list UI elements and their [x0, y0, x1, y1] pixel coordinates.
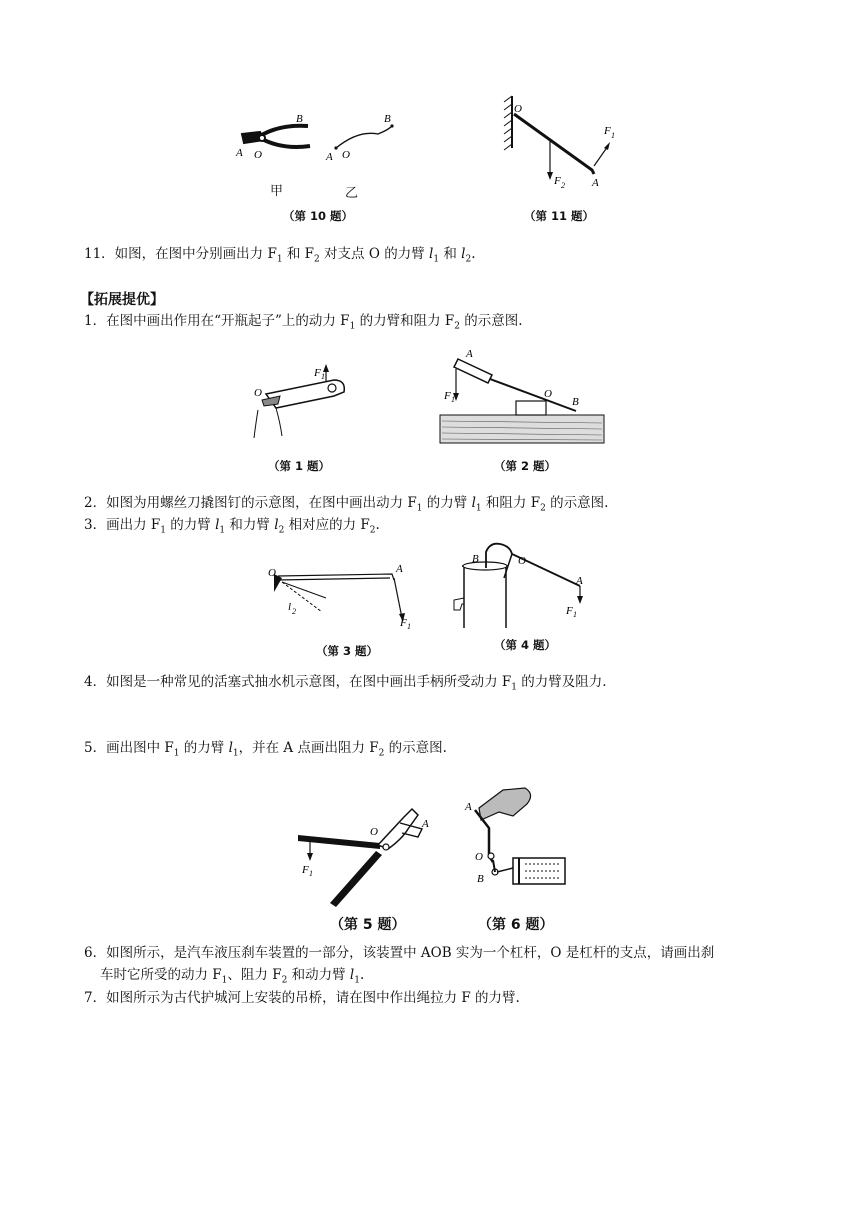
- fig6-label-a: A: [465, 801, 472, 813]
- figure-10-diagram: [230, 110, 420, 200]
- fig2-caption: （第 2 题）: [494, 459, 557, 473]
- pliers-drawing: [242, 126, 310, 147]
- fig4-label-f1: F: [566, 605, 573, 617]
- fig4-label-f1-sub: 1: [573, 610, 577, 619]
- fig4-caption: （第 4 题）: [494, 638, 557, 652]
- bottle-neck: [254, 408, 282, 438]
- bent-lever: [514, 114, 594, 174]
- figure-6-diagram: [455, 780, 570, 910]
- problem-4: 4．如图是一种常见的活塞式抽水机示意图，在图中画出手柄所受动力 $F_1$ 的力臂及阻力.: [84, 674, 607, 693]
- shears-blades: [378, 809, 418, 849]
- fig1-caption: （第 1 题）: [268, 459, 331, 473]
- problem-6-line-2: 车时它所受的动力 $F_1$、阻力 $F_2$ 和动力臂 $l_1$.: [100, 967, 365, 986]
- screwdriver: [454, 359, 492, 383]
- fig11-caption: （第 11 题）: [524, 209, 595, 223]
- lever-curve: [336, 126, 392, 148]
- figure-5-diagram: [290, 795, 440, 910]
- section-title: 【拓展提优】: [80, 292, 164, 308]
- fig2-label-b: B: [572, 396, 579, 408]
- fig5-label-f1-sub: 1: [309, 869, 313, 878]
- fig4-label-o: O: [518, 555, 526, 567]
- problem-6-line-1: 6．如图所示，是汽车液压刹车装置的一部分，该装置中 AOB 实为一个杠杆，O 是杠杆的支点，请画出刹: [84, 945, 715, 961]
- fig3-label-f1: F: [400, 617, 407, 629]
- fig10-jia-label: 甲: [270, 184, 284, 199]
- fig6-label-o: O: [475, 851, 483, 863]
- fig11-label-f2-sub: 2: [561, 181, 565, 190]
- fig5-label-o: O: [370, 826, 378, 838]
- fig3-label-o: O: [268, 567, 276, 579]
- brake-pedal-foot: [479, 788, 531, 820]
- fig11-label-o: O: [514, 103, 522, 115]
- fig2-label-f1-sub: 1: [451, 395, 455, 404]
- fig11-label-a: A: [592, 177, 599, 189]
- fig2-label-o: O: [544, 388, 552, 400]
- fig10-label-b: B: [296, 113, 303, 125]
- fig10-label-o: O: [254, 149, 262, 161]
- figure-2-diagram: [436, 345, 606, 445]
- pump-body: [462, 566, 508, 628]
- fig1-label-f1: F: [314, 367, 321, 379]
- fig11-label-f2: F: [554, 175, 561, 187]
- problem-7: 7．如图所示为古代护城河上安装的吊桥，请在图中作出绳拉力 F 的力臂.: [84, 990, 520, 1006]
- fig4-label-b: B: [472, 553, 479, 565]
- fig3-label-l2: l: [288, 601, 292, 613]
- fig11-label-f1-sub: 1: [611, 131, 615, 140]
- problem-1: 1．在图中画出作用在“开瓶起子”上的动力 $F_1$ 的力臂和阻力 $F_2$ 的示意图.: [84, 313, 523, 332]
- fig5-caption: （第 5 题）: [330, 917, 406, 933]
- fig10-yi-label: 乙: [345, 186, 359, 201]
- fig10-label-a2: A: [326, 151, 333, 163]
- fig3-label-a: A: [396, 563, 403, 575]
- fig6-caption: （第 6 题）: [478, 917, 554, 933]
- wall-hatching: [504, 96, 512, 150]
- fig1-label-o: O: [254, 387, 262, 399]
- fig11-label-f1: F: [604, 125, 611, 137]
- fig2-label-f1: F: [444, 390, 451, 402]
- figure-11-diagram: [500, 92, 630, 202]
- fig10-label-a: A: [236, 147, 243, 159]
- fig3-label-f1-sub: 1: [407, 622, 411, 631]
- figure-4-diagram: [452, 538, 592, 638]
- fig6-label-b: B: [477, 873, 484, 885]
- fig3-label-l2-sub: 2: [292, 607, 296, 616]
- fig4-label-a: A: [576, 575, 583, 587]
- figure-1-diagram: [248, 360, 358, 445]
- fig5-label-f1: F: [302, 864, 309, 876]
- fig5-label-a: A: [422, 818, 429, 830]
- shears-handle-lower: [330, 851, 382, 907]
- problem-2: 2．如图为用螺丝刀撬图钉的示意图，在图中画出动力 $F_1$ 的力臂 $l_1$ 和阻力 $F_2$ 的示意图.: [84, 495, 609, 514]
- bent-rod: [278, 574, 394, 580]
- fig10-label-o2: O: [342, 149, 350, 161]
- figure-3-diagram: [262, 558, 422, 638]
- fig1-label-f1-sub: 1: [321, 372, 325, 381]
- question-11: 11．如图，在图中分别画出力 $F_1$ 和 $F_2$ 对支点 O 的力臂 $l_1$ 和 $l_2$.: [84, 246, 476, 265]
- fig10-label-b2: B: [384, 113, 391, 125]
- fig2-label-a: A: [466, 348, 473, 360]
- fig10-caption: （第 10 题）: [283, 209, 354, 223]
- problem-5: 5．画出图中 $F_1$ 的力臂 $l_1$，并在 A 点画出阻力 $F_2$ 的示意图.: [84, 740, 447, 759]
- problem-3: 3．画出力 $F_1$ 的力臂 $l_1$ 和力臂 $l_2$ 相对应的力 $F_2$.: [84, 517, 380, 536]
- fig3-caption: （第 3 题）: [316, 644, 379, 658]
